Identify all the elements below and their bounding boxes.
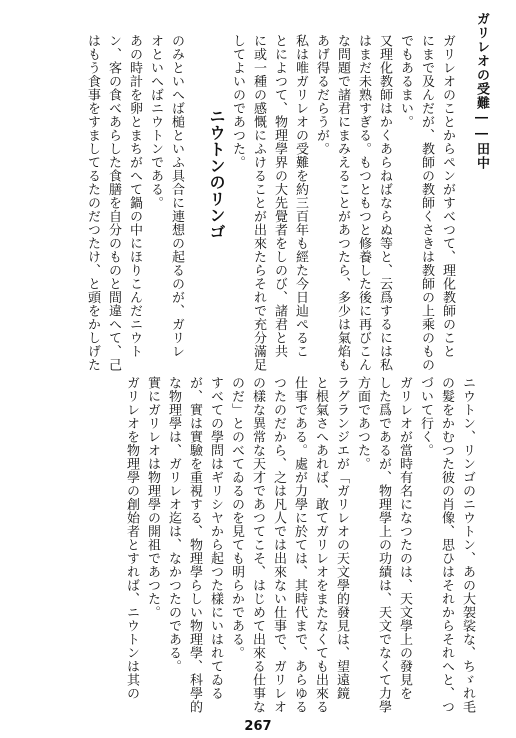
text-column: のだ」とのべてゐるのを見ても明らかである。 xyxy=(229,376,244,660)
text-column: 方面であつた。 xyxy=(355,376,370,471)
text-column: 私は唯ガリレオの受難を約三百年も經た今日辿ぺるこ xyxy=(293,34,308,358)
text-column: した爲であるが、物理學上の功績は、天文でなくて力學 xyxy=(376,376,391,714)
text-column: ン、客の食べあらした食膳を自分のものと間違へて、己 xyxy=(106,34,121,372)
text-column: ラグランジエが「ガリレオの天文學的發見は、望遠鏡 xyxy=(334,376,349,700)
text-column: ガリレオを物理學の創始者とすれば、ニウトンは其の xyxy=(124,376,139,700)
text-column: あの時計を卵とまちがへて鍋の中にほりこんだニウト xyxy=(127,34,142,358)
text-column: あげ得るだらうが。 xyxy=(314,34,329,156)
text-column: ニウトン、リンゴのニウトン、あの大袈裟な、ちゞれ毛 xyxy=(460,376,475,714)
section-heading: ニウトンのリンゴ xyxy=(207,108,226,240)
text-column: つたのだから、之は凡人では出來ない仕事で、ガリレオ xyxy=(271,376,286,714)
text-column: はまだ未熟すぎる。もつともつと修養した後に再びこん xyxy=(356,34,371,372)
text-column: の髮をかむつた彼の肖像、思ひはそれからそれへと、つ xyxy=(439,376,454,714)
text-column: と根氣さへあれば、敢てガリレオをまたなくても出來る xyxy=(313,376,328,714)
text-column: 仕事である。處が力學に於ては、其時代まで、あらゆる xyxy=(292,376,307,714)
top-text-block xyxy=(80,34,456,372)
text-column: してよいのであつた。 xyxy=(230,34,245,169)
text-column: の樣な異常な天才であつてこそ、はじめて出來る仕事な xyxy=(250,376,265,714)
text-column: が、實は實驗を重視する、物理學らしい物理學、科學的 xyxy=(187,376,202,714)
text-column: とによつて、物理學界の大先覺者をしのび、諸君と共 xyxy=(272,34,287,358)
text-column: ガリレオが當時有名になつたのは、天文學上の發見を xyxy=(397,376,412,700)
text-column: に或一種の感慨にふけることが出來たらそれで充分滿足 xyxy=(251,34,266,372)
text-column: すべての學問はギリシヤから起つた樣にいはれてゐる xyxy=(208,376,223,700)
text-column: はもう食事をすましてるたのだつたけ、と頭をかしげた xyxy=(85,34,100,372)
text-column: にまで及んだが、教師の教師くさきは教師の上乘のもの xyxy=(419,34,434,372)
text-column: でもあるまい。 xyxy=(398,34,413,129)
text-column: 又理化教師はかくあらねばならぬ等と、云爲するには私 xyxy=(377,34,392,372)
text-column: な問題で諸君にまみえることがあつたら、多少は氣焰も xyxy=(335,34,350,372)
page-number: 267 xyxy=(244,719,272,734)
bottom-text-block xyxy=(119,376,476,714)
text-column: オといへばニウトンである。 xyxy=(148,34,163,210)
text-column: な物理學は、ガリレオ迄は、なかつたのである。 xyxy=(166,376,181,673)
running-title: ガリレオの受難――田中 xyxy=(474,12,489,170)
running-header xyxy=(472,12,498,170)
text-column: ガリレオのことからペンがすべつて、理化教師のこと xyxy=(440,34,455,358)
text-column: のみといへば槌といふ具合に連想の起るのが、ガリレ xyxy=(169,34,184,358)
text-column: 實にガリレオは物理學の開祖であつた。 xyxy=(145,376,160,619)
text-column: づいて行く。 xyxy=(418,376,433,457)
